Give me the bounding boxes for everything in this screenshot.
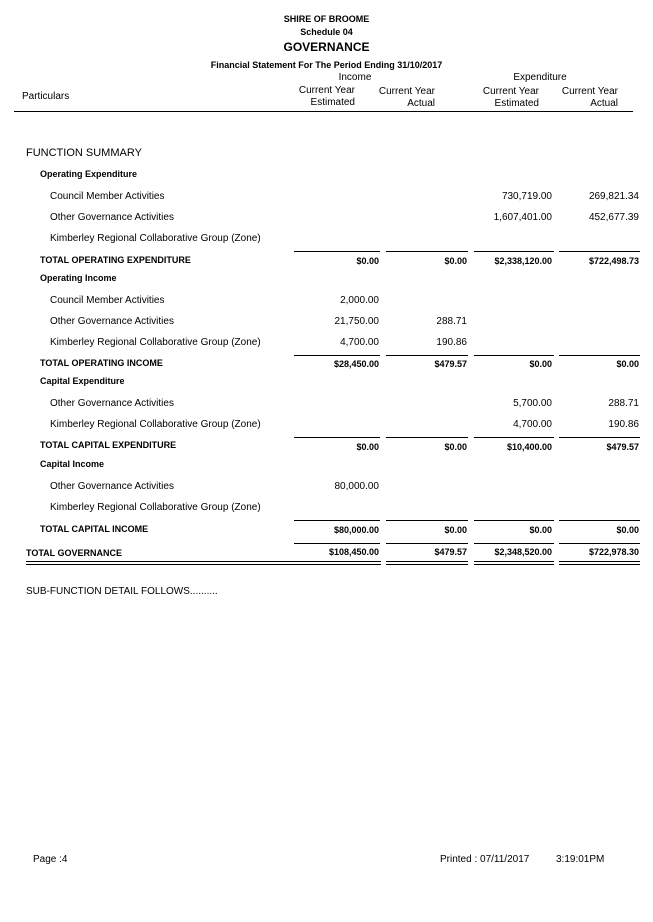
- subtotal-rule: [386, 355, 468, 356]
- total-expenditure-actual: $479.57: [606, 442, 639, 452]
- subtotal-rule: [294, 251, 380, 252]
- expenditure-actual-value: 452,677.39: [588, 212, 639, 223]
- list-item: Kimberley Regional Collaborative Group (Zone): [50, 419, 261, 430]
- total-operating-income-label: TOTAL OPERATING INCOME: [40, 358, 163, 368]
- income-estimated-header-line1: Current Year: [298, 85, 355, 96]
- subtotal-rule: [294, 355, 380, 356]
- list-item: Other Governance Activities: [50, 316, 174, 327]
- expenditure-estimated-value: 1,607,401.00: [493, 212, 552, 223]
- list-item: Kimberley Regional Collaborative Group (Zone): [50, 337, 261, 348]
- expenditure-actual-value: 190.86: [608, 419, 639, 430]
- total-income-estimated: $28,450.00: [333, 359, 379, 369]
- expenditure-group-header: Expenditure: [513, 72, 567, 83]
- total-expenditure-actual: $722,498.73: [588, 256, 639, 266]
- income-estimated-value: 21,750.00: [334, 316, 379, 327]
- total-income-estimated: $0.00: [356, 256, 379, 266]
- expenditure-estimated-header-line2: Estimated: [494, 98, 539, 109]
- total-income-actual: $479.57: [434, 359, 467, 369]
- expenditure-actual-value: 288.71: [608, 398, 639, 409]
- capital-expenditure-heading: Capital Expenditure: [40, 376, 125, 386]
- grand-total-rule: [474, 543, 554, 544]
- subtotal-rule: [474, 251, 554, 252]
- grand-total-double-rule: [474, 561, 554, 565]
- total-income-actual: $0.00: [444, 256, 467, 266]
- expenditure-actual-header-line2: Actual: [590, 98, 618, 109]
- list-item: Kimberley Regional Collaborative Group (Zone): [50, 233, 261, 244]
- grand-total-double-rule: [386, 561, 468, 565]
- subtotal-rule: [386, 251, 468, 252]
- total-governance-label: TOTAL GOVERNANCE: [26, 548, 123, 558]
- printed-date: Printed : 07/11/2017: [440, 854, 530, 865]
- subtotal-rule: [559, 437, 640, 438]
- grand-total-rule: [294, 543, 380, 544]
- list-item: Council Member Activities: [50, 295, 165, 306]
- subtotal-rule: [474, 355, 554, 356]
- income-estimated-value: 80,000.00: [334, 481, 379, 492]
- grand-total-income-actual: $479.57: [434, 547, 467, 557]
- page-number: Page :4: [33, 854, 68, 865]
- total-expenditure-estimated: $2,338,120.00: [494, 256, 552, 266]
- total-income-actual: $0.00: [444, 525, 467, 535]
- income-estimated-value: 4,700.00: [340, 337, 379, 348]
- expenditure-actual-header-line1: Current Year: [561, 86, 618, 97]
- subtotal-rule: [559, 355, 640, 356]
- list-item: Council Member Activities: [50, 191, 165, 202]
- grand-total-expenditure-actual: $722,978.30: [588, 547, 639, 557]
- total-capital-income-label: TOTAL CAPITAL INCOME: [40, 524, 149, 534]
- expenditure-actual-value: 269,821.34: [588, 191, 639, 202]
- list-item: Kimberley Regional Collaborative Group (Zone): [50, 502, 261, 513]
- subtotal-rule: [474, 437, 554, 438]
- income-group-header: Income: [338, 72, 372, 83]
- total-capital-expenditure-label: TOTAL CAPITAL EXPENDITURE: [40, 440, 177, 450]
- grand-total-rule: [559, 543, 640, 544]
- period-heading: Financial Statement For The Period Ending 31/10/2017: [210, 60, 443, 70]
- printed-time: 3:19:01PM: [556, 854, 605, 865]
- org-name: SHIRE OF BROOME: [283, 14, 370, 24]
- header-rule: [14, 111, 633, 112]
- income-actual-header-line2: Actual: [407, 98, 435, 109]
- subtotal-rule: [386, 520, 468, 521]
- total-income-estimated: $0.00: [356, 442, 379, 452]
- grand-total-income-estimated: $108,450.00: [328, 547, 379, 557]
- subtotal-rule: [474, 520, 554, 521]
- expenditure-estimated-header-line1: Current Year: [482, 86, 539, 97]
- list-item: Other Governance Activities: [50, 398, 174, 409]
- income-actual-value: 288.71: [436, 316, 467, 327]
- expenditure-estimated-value: 4,700.00: [513, 419, 552, 430]
- income-estimated-value: 2,000.00: [340, 295, 379, 306]
- subtotal-rule: [559, 520, 640, 521]
- list-item: Other Governance Activities: [50, 212, 174, 223]
- grand-total-expenditure-estimated: $2,348,520.00: [494, 547, 552, 557]
- capital-income-heading: Capital Income: [40, 459, 105, 469]
- total-expenditure-estimated: $0.00: [529, 359, 552, 369]
- particulars-header: Particulars: [22, 91, 70, 102]
- operating-expenditure-heading: Operating Expenditure: [40, 169, 138, 179]
- grand-total-rule: [386, 543, 468, 544]
- page-title: GOVERNANCE: [283, 40, 370, 54]
- grand-total-double-rule: [559, 561, 640, 565]
- income-actual-value: 190.86: [436, 337, 467, 348]
- total-operating-expenditure-label: TOTAL OPERATING EXPENDITURE: [40, 255, 191, 265]
- sub-function-note: SUB-FUNCTION DETAIL FOLLOWS..........: [26, 586, 218, 597]
- subtotal-rule: [559, 251, 640, 252]
- total-income-estimated: $80,000.00: [333, 525, 379, 535]
- expenditure-estimated-value: 5,700.00: [513, 398, 552, 409]
- subtotal-rule: [386, 437, 468, 438]
- total-expenditure-estimated: $0.00: [529, 525, 552, 535]
- total-expenditure-actual: $0.00: [616, 525, 639, 535]
- total-expenditure-estimated: $10,400.00: [506, 442, 552, 452]
- schedule-number: Schedule 04: [300, 27, 353, 37]
- grand-total-double-rule: [26, 561, 381, 565]
- income-estimated-header-line2: Estimated: [310, 97, 355, 108]
- list-item: Other Governance Activities: [50, 481, 174, 492]
- subtotal-rule: [294, 437, 380, 438]
- expenditure-estimated-value: 730,719.00: [501, 191, 552, 202]
- income-actual-header-line1: Current Year: [378, 86, 435, 97]
- total-expenditure-actual: $0.00: [616, 359, 639, 369]
- operating-income-heading: Operating Income: [40, 273, 117, 283]
- total-income-actual: $0.00: [444, 442, 467, 452]
- section-title: FUNCTION SUMMARY: [26, 147, 142, 159]
- subtotal-rule: [294, 520, 380, 521]
